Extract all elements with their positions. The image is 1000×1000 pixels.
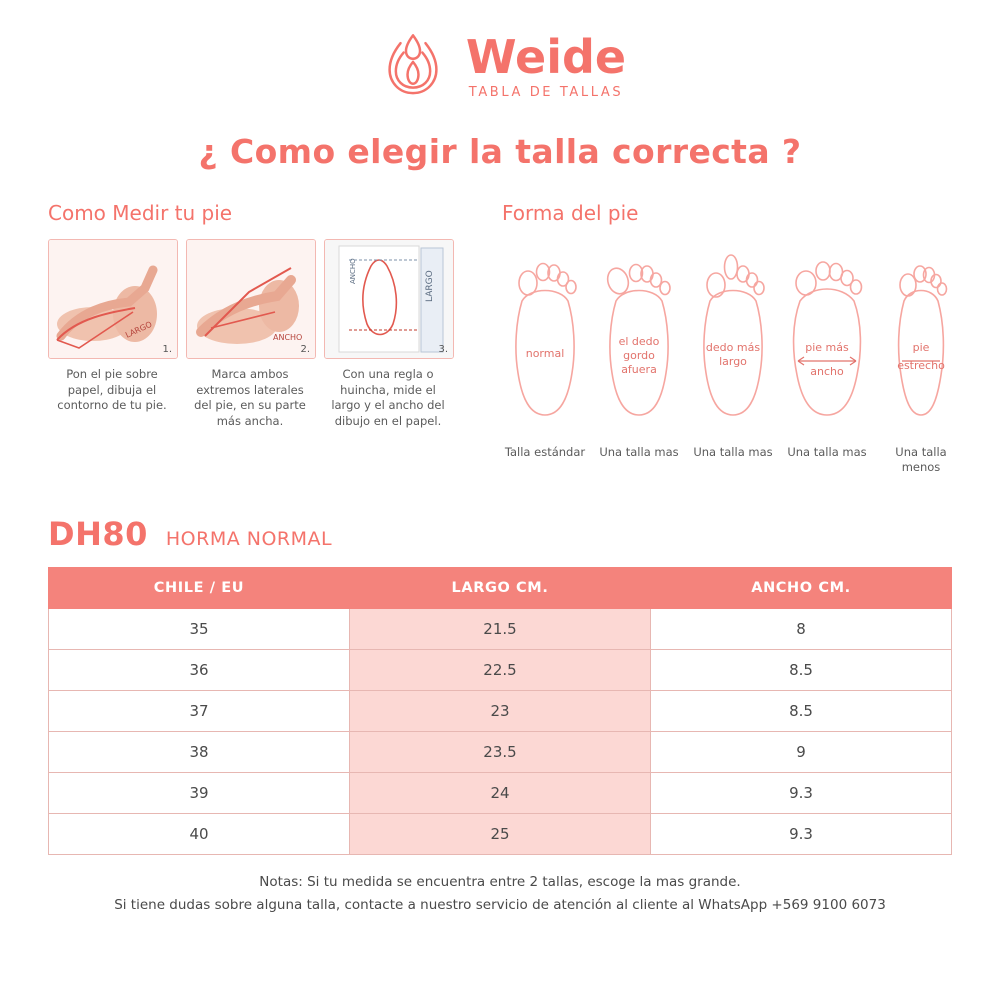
step-number: 3.: [438, 344, 448, 355]
foot-trace-photo: [48, 239, 178, 359]
foot-long-toe-icon: [690, 239, 776, 439]
table-cell-width: 9: [651, 731, 952, 772]
svg-text:normal: normal: [525, 347, 565, 360]
svg-text:dedo más: dedo más: [705, 341, 761, 354]
table-cell-size: 37: [49, 690, 350, 731]
foot-shape-title: Forma del pie: [502, 201, 639, 225]
foot-shape-advice: Talla estándar: [504, 445, 586, 459]
table-header-cell: CHILE / EU: [49, 567, 350, 608]
table-header-row: [49, 567, 952, 608]
brand-tagline: TABLA DE TALLAS: [468, 85, 624, 100]
foot-shape-item: [784, 239, 870, 475]
foot-shape-item: [502, 239, 588, 475]
table-header-cell: ANCHO CM.: [651, 567, 952, 608]
svg-text:afuera: afuera: [621, 363, 657, 376]
foot-shape-column: [452, 201, 964, 475]
table-row: [49, 772, 952, 813]
table-cell-width: 9.3: [651, 813, 952, 854]
table-cell-size: 35: [49, 608, 350, 649]
foot-big-toe-out-icon: [596, 239, 682, 439]
table-cell-length: 22.5: [350, 649, 651, 690]
table-cell-length: 21.5: [350, 608, 651, 649]
foot-shape-list: [502, 239, 964, 475]
measure-step: [324, 239, 452, 429]
foot-shape-advice: Una talla mas: [599, 445, 679, 459]
table-cell-length: 23: [350, 690, 651, 731]
svg-text:el dedo: el dedo: [618, 335, 660, 348]
model-row: [0, 515, 1000, 553]
table-row: [49, 649, 952, 690]
table-cell-width: 9.3: [651, 772, 952, 813]
foot-shape-item: [878, 239, 964, 475]
table-cell-size: 36: [49, 649, 350, 690]
table-cell-size: 39: [49, 772, 350, 813]
note-line: Notas: Si tu medida se encuentra entre 2 tallas, escoge la mas grande.: [259, 873, 741, 890]
brand-name: Weide: [465, 30, 627, 84]
foot-shape-advice: Una talla mas: [693, 445, 773, 459]
table-cell-width: 8.5: [651, 649, 952, 690]
svg-text:LARGO: LARGO: [124, 319, 154, 340]
foot-normal-icon: [502, 239, 588, 439]
step-number: 2.: [300, 344, 310, 355]
step-caption: Pon el pie sobre papel, dibuja el contorno de tu pie.: [57, 367, 167, 413]
weide-flame-logo-icon: [374, 26, 452, 104]
measure-title: Como Medir tu pie: [48, 201, 233, 225]
svg-text:ANCHO: ANCHO: [273, 333, 303, 342]
model-description: HORMA NORMAL: [165, 527, 333, 550]
table-row: [49, 813, 952, 854]
svg-text:pie: pie: [912, 341, 930, 354]
table-row: [49, 608, 952, 649]
notes-block: [0, 871, 1000, 917]
foot-shape-advice: Una talla mas: [787, 445, 867, 459]
instructions-section: [0, 201, 1000, 475]
table-cell-length: 25: [350, 813, 651, 854]
svg-text:LARGO: LARGO: [425, 270, 435, 302]
measure-steps: [48, 239, 452, 429]
table-cell-length: 23.5: [350, 731, 651, 772]
svg-text:gordo: gordo: [623, 349, 655, 362]
step-caption: Marca ambos extremos laterales del pie, en su parte más ancha.: [194, 367, 306, 428]
svg-text:largo: largo: [719, 355, 747, 368]
svg-text:ancho: ancho: [810, 365, 844, 378]
foot-wide-icon: [784, 239, 870, 439]
measure-step: [186, 239, 314, 429]
foot-shape-item: [690, 239, 776, 475]
size-table: [48, 567, 952, 855]
table-cell-width: 8.5: [651, 690, 952, 731]
table-row: [49, 731, 952, 772]
table-cell-length: 24: [350, 772, 651, 813]
table-cell-width: 8: [651, 608, 952, 649]
page-title: ¿ Como elegir la talla correcta ?: [198, 132, 802, 171]
table-cell-size: 38: [49, 731, 350, 772]
svg-text:pie más: pie más: [805, 341, 849, 354]
measure-step: [48, 239, 176, 429]
foot-narrow-icon: [878, 239, 964, 439]
foot-shape-advice: Una talla menos: [895, 445, 947, 474]
step-caption: Con una regla o huincha, mide el largo y el ancho del dibujo en el papel.: [331, 367, 445, 428]
note-line: Si tiene dudas sobre alguna talla, contacte a nuestro servicio de atención al cliente al WhatsApp +569 9100 6073: [114, 896, 886, 913]
foot-width-photo: [186, 239, 316, 359]
table-header-cell: LARGO CM.: [350, 567, 651, 608]
model-code: DH80: [48, 514, 148, 553]
svg-text:estrecho: estrecho: [897, 359, 945, 372]
svg-text:ANCHO: ANCHO: [349, 258, 357, 284]
foot-shape-item: [596, 239, 682, 475]
table-row: [49, 690, 952, 731]
measure-column: [48, 201, 452, 475]
ruler-paper-photo: [324, 239, 454, 359]
step-number: 1.: [162, 344, 172, 355]
table-cell-size: 40: [49, 813, 350, 854]
brand-header: [0, 0, 1000, 104]
